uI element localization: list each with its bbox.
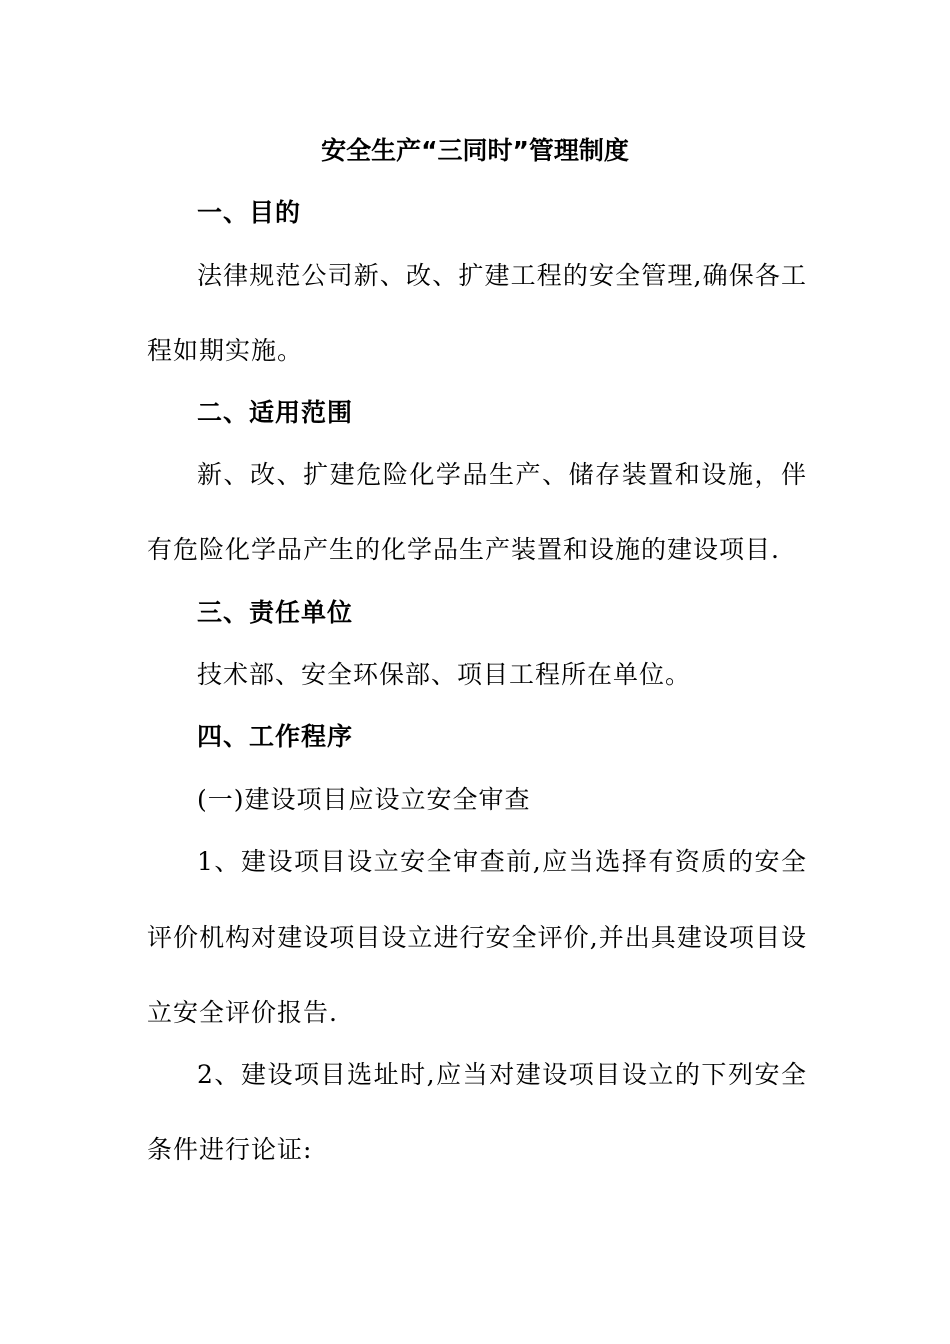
document-title: 安全生产“三同时”管理制度 [321,136,629,165]
paragraph-line: 新、改、扩建危险化学品生产、储存装置和设施，伴 [197,460,807,489]
section-heading-purpose: 一、目的 [197,198,302,227]
paragraph-line: 1、建设项目设立安全审查前,应当选择有资质的安全 [197,847,807,876]
section-heading-responsibility: 三、责任单位 [197,598,354,627]
paragraph-line: 2、建设项目选址时,应当对建设项目设立的下列安全 [197,1060,807,1089]
paragraph-line: 条件进行论证: [147,1135,313,1164]
section-heading-procedure: 四、工作程序 [197,722,354,751]
paragraph-line: 技术部、安全环保部、项目工程所在单位。 [197,660,692,689]
paragraph-line: 立安全评价报告. [147,998,338,1027]
subsection-heading: (一)建设项目应设立安全审查 [197,785,531,814]
paragraph-line: 评价机构对建设项目设立进行安全评价,并出具建设项目设 [147,923,807,952]
paragraph-line: 程如期实施。 [147,336,304,365]
paragraph-line: 法律规范公司新、改、扩建工程的安全管理,确保各工 [197,261,807,290]
paragraph-line: 有危险化学品产生的化学品生产装置和设施的建设项目. [147,535,780,564]
section-heading-scope: 二、适用范围 [197,398,354,427]
